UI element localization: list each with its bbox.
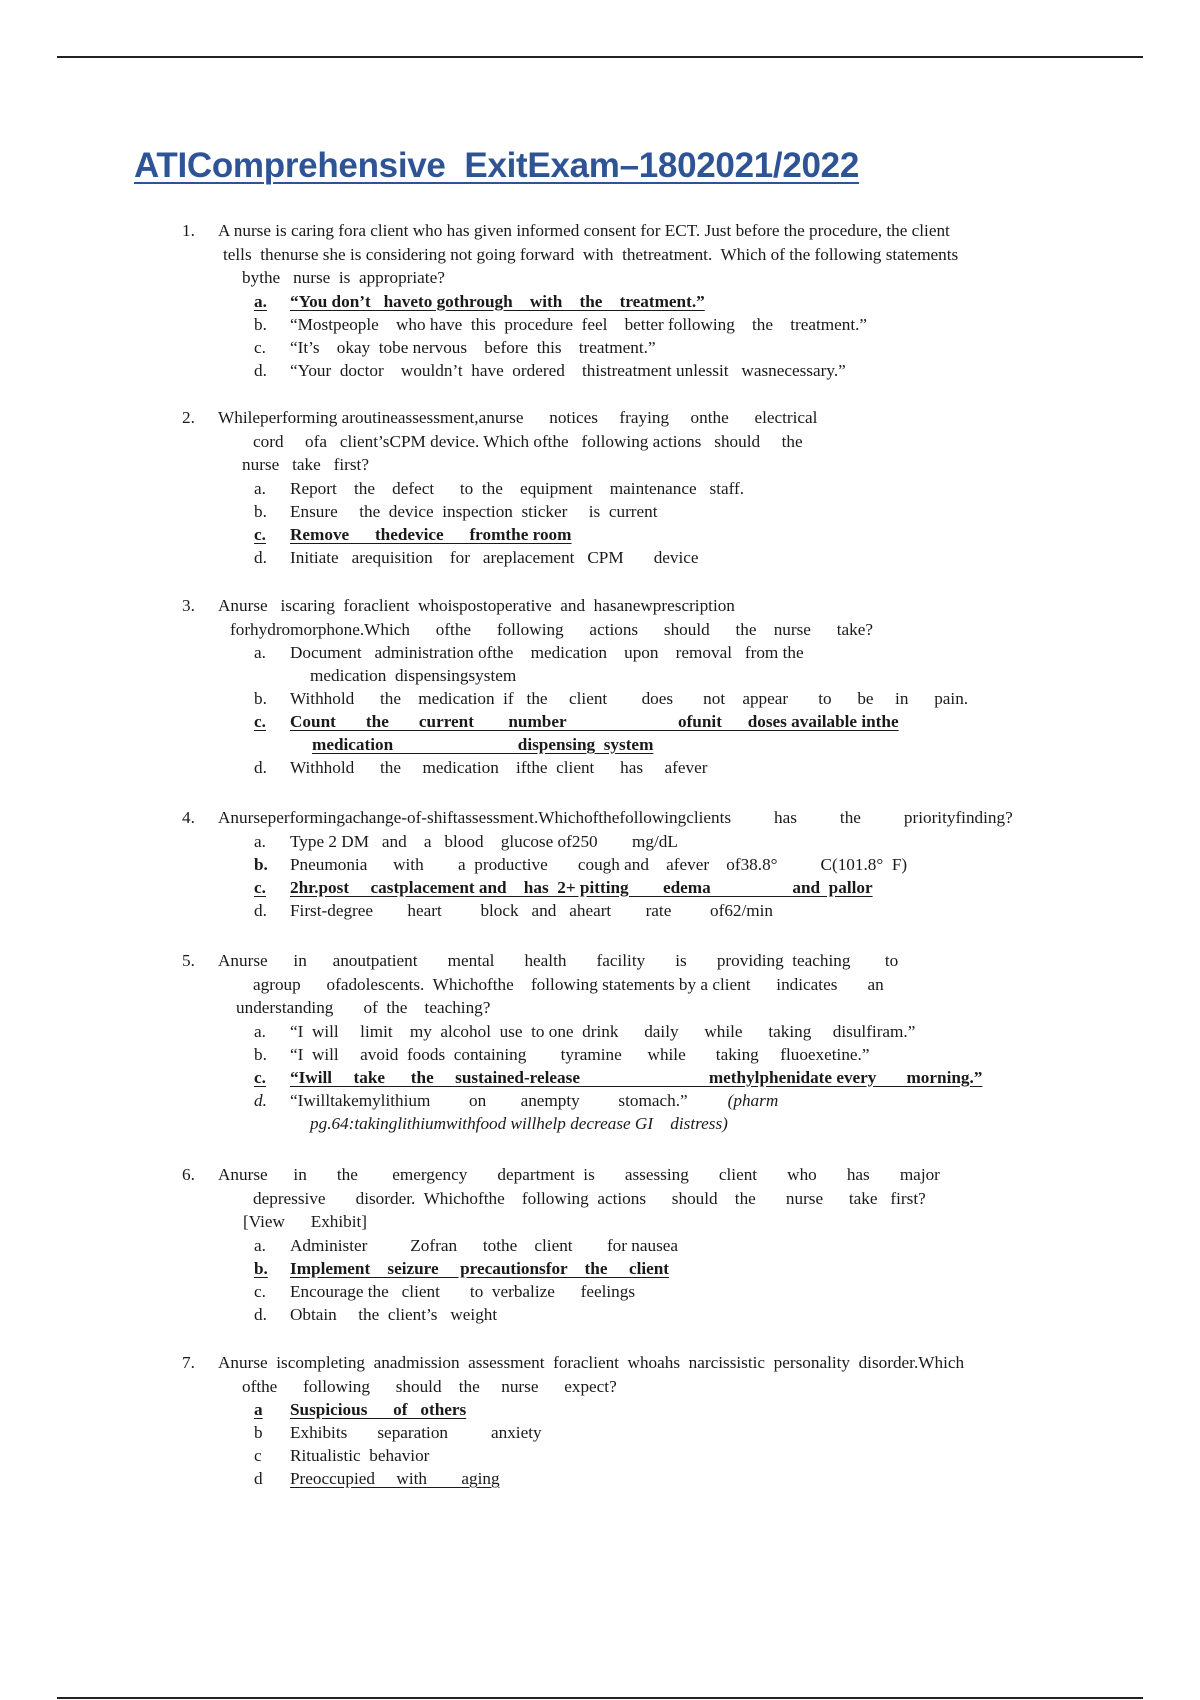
option-text: medication dispensingsystem (310, 666, 517, 685)
option-letter: a (254, 1400, 263, 1419)
question-number: 2. (182, 408, 195, 427)
option-text: Withhold the medication if the client does not appear to be in pain. (290, 689, 969, 708)
question-number: 6. (182, 1165, 195, 1184)
question-number: 5. (182, 951, 195, 970)
option-letter: c. (254, 337, 266, 357)
answer-option-a (182, 290, 1102, 313)
question-4 (182, 806, 1102, 922)
option-letter: c. (254, 524, 266, 544)
option-text: Type 2 DM and a blood glucose of250 mg/dL (290, 831, 678, 851)
answer-option-d (182, 1089, 1102, 1112)
question-number: 4. (182, 808, 195, 827)
answer-option-d (182, 359, 1102, 382)
question-stem-line (182, 1163, 1102, 1187)
option-letter: d. (254, 1304, 267, 1324)
option-text: Withhold the medication ifthe client has afever (290, 758, 708, 777)
question-7 (182, 1351, 1102, 1490)
answer-option-a (182, 830, 1102, 853)
option-note: (pharm (727, 1090, 779, 1110)
question-stem-line (182, 1210, 1102, 1234)
answer-option-a (182, 1398, 1102, 1421)
option-letter: a. (254, 1235, 266, 1255)
question-text: depressive disorder. Whichofthe following actions should the nurse take first? (253, 1188, 926, 1208)
question-text: Anurse iscompleting anadmission assessment foraclient whoahs narcissistic personality disorder.Which (218, 1353, 965, 1372)
option-text-main: “Iwilltakemylithium on anempty stomach.” (290, 1090, 688, 1110)
question-3 (182, 594, 1102, 779)
question-text: forhydromorphone.Which ofthe following actions should the nurse take? (230, 619, 873, 639)
answer-option-c (182, 336, 1102, 359)
question-text: bythe nurse is appropriate? (242, 268, 445, 287)
option-note: pg.64:takinglithiumwithfood willhelp decrease GI distress) (310, 1113, 728, 1133)
option-letter: a. (254, 831, 266, 851)
option-letter: b. (254, 1258, 268, 1278)
option-text: Encourage the client to verbalize feelings (290, 1281, 636, 1301)
answer-option-d (182, 1303, 1102, 1326)
question-text: Whileperforming aroutineassessment,anurse notices fraying onthe electrical (218, 408, 818, 427)
option-letter: d. (254, 758, 267, 777)
option-letter: c (254, 1446, 262, 1465)
document-title: ATIComprehensive ExitExam–1802021/2022 (134, 146, 860, 185)
option-text: “I will limit my alcohol use to one drink daily while taking disulfiram.” (290, 1021, 916, 1041)
answer-option-c (182, 876, 1102, 899)
answer-option-c (182, 1280, 1102, 1303)
option-letter: d. (254, 1090, 267, 1110)
option-letter: d. (254, 547, 267, 567)
question-stem-line (182, 618, 1102, 642)
answer-option-b (182, 500, 1102, 523)
option-letter: a. (254, 1021, 266, 1041)
answer-option-d (182, 756, 1102, 779)
question-stem-line (182, 806, 1102, 830)
question-stem-line (182, 996, 1102, 1020)
question-text: Anurse in anoutpatient mental health facility is providing teaching to (218, 951, 899, 970)
option-text: First-degree heart block and aheart rate of62/min (290, 900, 774, 920)
answer-option-b (182, 1421, 1102, 1444)
question-text: A nurse is caring fora client who has given informed consent for ECT. Just before the procedure, the client (218, 221, 950, 240)
option-text: Obtain the client’s weight (290, 1304, 498, 1324)
option-letter: d. (254, 900, 267, 920)
option-continuation (182, 733, 1102, 756)
question-text: tells thenurse she is considering not going forward with thetreatment. Which of the following statements (223, 244, 959, 264)
option-text: Pneumonia with a productive cough and afever of38.8° C(101.8° F) (290, 854, 908, 874)
question-text: ofthe following should the nurse expect? (242, 1376, 617, 1396)
question-stem-line (182, 973, 1102, 997)
correct-answer-text: “You don’t haveto gothrough with the treatment.” (290, 291, 705, 311)
view-exhibit-link[interactable]: [View Exhibit] (243, 1212, 368, 1231)
answer-option-d (182, 1467, 1102, 1490)
answer-option-b (182, 1043, 1102, 1066)
option-letter: b. (254, 854, 268, 874)
answer-option-a (182, 1234, 1102, 1257)
option-letter: c. (254, 1281, 266, 1301)
correct-answer-text: Suspicious of others (290, 1400, 467, 1419)
option-text: “It’s okay tobe nervous before this treatment.” (290, 337, 656, 357)
footer-rule (57, 1697, 1143, 1699)
option-text: Preoccupied with aging (290, 1469, 500, 1488)
question-stem-line (182, 453, 1102, 477)
option-letter: c. (254, 1067, 266, 1087)
question-number: 3. (182, 596, 195, 615)
option-text: “I will avoid foods containing tyramine while taking fluoexetine.” (290, 1044, 870, 1064)
option-letter: a. (254, 478, 266, 498)
correct-answer-text: Implement seizure precautionsfor the client (290, 1258, 670, 1278)
question-text: Anurse in the emergency department is assessing client who has major (218, 1165, 940, 1184)
option-letter: b. (254, 314, 267, 334)
question-number: 1. (182, 221, 195, 240)
answer-option-a (182, 477, 1102, 500)
correct-answer-text: 2hr.post castplacement and has 2+ pitting edema and pallor (290, 877, 873, 897)
question-stem-line (182, 219, 1102, 243)
question-text: Anurse iscaring foraclient whoispostoperative and hasanewprescription (218, 596, 735, 615)
option-text: Ritualistic behavior (290, 1446, 430, 1465)
answer-option-d (182, 546, 1102, 569)
answer-option-a (182, 641, 1102, 664)
option-letter: a. (254, 291, 267, 311)
question-text: agroup ofadolescents. Whichofthe following statements by a client indicates an (253, 974, 884, 994)
option-note-line (182, 1112, 1102, 1135)
option-letter: b (254, 1423, 263, 1442)
option-letter: d (254, 1469, 263, 1488)
option-text: “Your doctor wouldn’t have ordered thistreatment unlessit wasnecessary.” (290, 360, 846, 380)
answer-option-a (182, 1020, 1102, 1043)
question-stem-line (182, 266, 1102, 290)
option-letter: b. (254, 1044, 267, 1064)
option-letter: d. (254, 360, 267, 380)
question-1 (182, 219, 1102, 382)
answer-option-b (182, 1257, 1102, 1280)
answer-option-c (182, 1444, 1102, 1467)
option-text (290, 1089, 778, 1112)
option-text: Administer Zofran tothe client for nausea (290, 1235, 679, 1255)
header-rule (57, 56, 1143, 58)
option-letter: c. (254, 877, 266, 897)
option-text: Ensure the device inspection sticker is current (290, 501, 658, 521)
answer-option-c (182, 710, 1102, 733)
answer-option-c (182, 1066, 1102, 1089)
answer-option-c (182, 523, 1102, 546)
option-text: “Mostpeople who have this procedure feel better following the treatment.” (290, 314, 868, 334)
question-stem-line (182, 594, 1102, 618)
question-5 (182, 949, 1102, 1135)
answer-option-b (182, 687, 1102, 710)
option-letter: b. (254, 689, 267, 708)
question-2 (182, 406, 1102, 569)
question-text: nurse take first? (242, 455, 369, 474)
option-letter: a. (254, 643, 266, 662)
question-text: understanding of the teaching? (236, 998, 491, 1017)
question-stem-line (182, 1375, 1102, 1399)
question-stem-line (182, 1351, 1102, 1375)
option-text: Document administration ofthe medication upon removal from the (290, 643, 804, 662)
question-6 (182, 1163, 1102, 1326)
option-text: Exhibits separation anxiety (290, 1423, 542, 1442)
option-continuation (182, 664, 1102, 687)
question-stem-line (182, 406, 1102, 430)
question-text: cord ofa client’sCPM device. Which ofthe following actions should the (253, 431, 803, 451)
correct-answer-text: Remove thedevice fromthe room (290, 524, 572, 544)
correct-answer-text: medication dispensing system (312, 735, 654, 754)
answer-option-b (182, 313, 1102, 336)
answer-option-d (182, 899, 1102, 922)
question-stem-line (182, 243, 1102, 267)
correct-answer-text: “Iwill take the sustained-release methylphenidate every morning.” (290, 1067, 983, 1087)
correct-answer-text: Count the current number ofunit doses available inthe (290, 712, 899, 731)
question-stem-line (182, 949, 1102, 973)
option-letter: c. (254, 712, 266, 731)
option-text: Initiate arequisition for areplacement CPM device (290, 547, 699, 567)
option-text: Report the defect to the equipment maintenance staff. (290, 478, 745, 498)
question-stem-line (182, 430, 1102, 454)
question-stem-line (182, 1187, 1102, 1211)
option-letter: b. (254, 501, 267, 521)
question-number: 7. (182, 1353, 195, 1372)
question-text: Anurseperformingachange-of-shiftassessment.Whichofthefollowingclients has the priorityfinding? (218, 808, 1013, 827)
answer-option-b (182, 853, 1102, 876)
